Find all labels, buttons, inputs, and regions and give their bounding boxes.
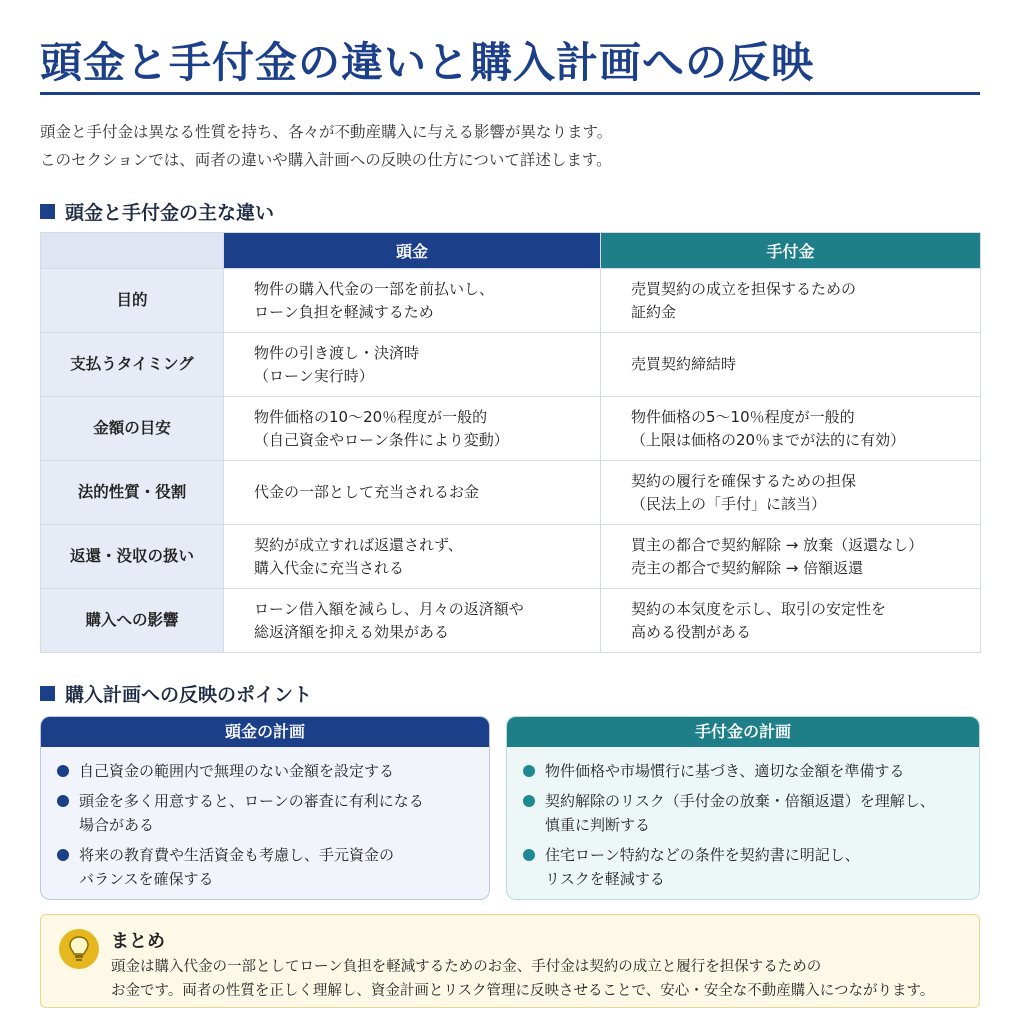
section-heading-label: 頭金と手付金の主な違い [65,202,275,224]
cell-line: （民法上の「手付」に該当） [631,494,827,513]
summary-title: まとめ [111,931,165,952]
plan-card-atama [40,716,490,900]
dot-icon [57,849,69,861]
section-heading-label: 購入計画への反映のポイント [65,684,313,706]
cell-line: 契約が成立すれば返還されず、 [254,535,463,554]
cell-line: 物件価格の5〜10％程度が一般的 [631,407,855,426]
list-item-text [545,789,935,837]
table-cell-atama [224,589,601,653]
cell-line: 物件の引き渡し・決済時 [254,343,420,362]
section-heading-differences [40,198,274,225]
cell-line: 契約の履行を確保するための担保 [631,471,857,490]
summary-line: お金です。両者の性質を正しく理解し、資金計画とリスク管理に反映させることで、安心・安全な不動産購入につながります。 [111,983,935,999]
table-row [41,589,981,653]
list-item [523,843,979,891]
table-row [41,461,981,525]
table-cell-atama [224,397,601,461]
table-row-label: 法的性質・役割 [41,461,224,525]
list-item-line: 自己資金の範囲内で無理のない金額を設定する [79,762,395,780]
dot-icon [57,765,69,777]
list-item-text [545,843,860,891]
plan-card-title: 手付金の計画 [507,717,979,747]
plan-list [507,747,979,891]
list-item-text [79,843,394,891]
table-header-atama: 頭金 [224,233,601,269]
section-heading-plan [40,680,312,707]
square-marker-icon [40,204,55,219]
cell-line: （自己資金やローン条件により変動） [254,430,509,449]
summary-text [111,955,934,1003]
square-marker-icon [40,686,55,701]
list-item-line: バランスを確保する [79,870,214,888]
table-row-label: 金額の目安 [41,397,224,461]
table-header-empty [41,233,224,269]
table-row [41,525,981,589]
list-item [523,759,979,783]
cell-line: 代金の一部として充当されるお金 [254,483,480,501]
table-row [41,269,981,333]
table-cell-tetsuke [601,461,981,525]
dot-icon [523,849,535,861]
list-item [523,789,979,837]
list-item-text [545,759,904,783]
table-cell-tetsuke [601,525,981,589]
plan-list [41,747,489,891]
table-row [41,397,981,461]
table-cell-tetsuke [601,269,981,333]
intro-line: 頭金と手付金は異なる性質を持ち、各々が不動産購入に与える影響が異なります。 [40,123,613,141]
list-item [57,843,489,891]
table-row-label: 返還・没収の扱い [41,525,224,589]
list-item-line: 物件価格や市場慣行に基づき、適切な金額を準備する [545,762,905,780]
list-item [57,789,489,837]
dot-icon [57,795,69,807]
lightbulb-icon [59,929,99,969]
table-row-label: 購入への影響 [41,589,224,653]
intro-text [40,118,612,174]
list-item-text [79,759,394,783]
summary-box [40,914,980,1008]
table-cell-atama [224,269,601,333]
dot-icon [523,765,535,777]
list-item-text [79,789,424,837]
cell-line: 買主の都合で契約解除 → 放棄（返還なし） [631,535,924,554]
plan-card-tetsuke [506,716,980,900]
list-item-line: 将来の教育費や生活資金も考慮し、手元資金の [79,846,395,864]
list-item-line: 場合がある [79,816,155,834]
cell-line: 物件価格の10〜20％程度が一般的 [254,407,488,426]
table-row-label: 支払うタイミング [41,333,224,397]
table-cell-tetsuke [601,333,981,397]
cell-line: 証約金 [631,302,677,321]
cell-line: 売買契約締結時 [631,355,737,373]
cell-line: ローン負担を軽減するため [254,302,434,321]
cell-line: 契約の本気度を示し、取引の安定性を [631,599,887,618]
list-item-line: 契約解除のリスク（手付金の放棄・倍額返還）を理解し、 [545,792,935,810]
table-header-row [41,233,981,269]
summary-line: 頭金は購入代金の一部としてローン負担を軽減するためのお金、手付金は契約の成立と履行を担保するための [111,959,822,975]
cell-line: 売主の都合で契約解除 → 倍額返還 [631,558,864,577]
page-title: 頭金と手付金の違いと購入計画への反映 [40,38,815,87]
table-cell-atama [224,461,601,525]
cell-line: （上限は価格の20％までが法的に有効） [631,430,906,449]
list-item [57,759,489,783]
table-cell-atama [224,525,601,589]
cell-line: 総返済額を抑える効果がある [254,622,450,641]
intro-line: このセクションでは、両者の違いや購入計画への反映の仕方について詳述します。 [40,151,612,169]
table-cell-tetsuke [601,397,981,461]
list-item-line: 住宅ローン特約などの条件を契約書に明記し、 [545,846,860,864]
table-header-tetsuke: 手付金 [601,233,981,269]
dot-icon [523,795,535,807]
table-cell-tetsuke [601,589,981,653]
list-item-line: リスクを軽減する [545,870,665,888]
cell-line: 売買契約の成立を担保するための [631,279,857,298]
table-row-label: 目的 [41,269,224,333]
cell-line: ローン借入額を減らし、月々の返済額や [254,599,524,618]
cell-line: 物件の購入代金の一部を前払いし、 [254,279,495,298]
comparison-table [40,232,981,653]
table-row [41,333,981,397]
cell-line: （ローン実行時） [254,366,374,385]
list-item-line: 頭金を多く用意すると、ローンの審査に有利になる [79,792,424,810]
table-cell-atama [224,333,601,397]
title-divider [40,92,980,95]
plan-card-title: 頭金の計画 [41,717,489,747]
cell-line: 高める役割がある [631,622,752,641]
list-item-line: 慎重に判断する [545,816,651,834]
cell-line: 購入代金に充当される [254,558,405,577]
